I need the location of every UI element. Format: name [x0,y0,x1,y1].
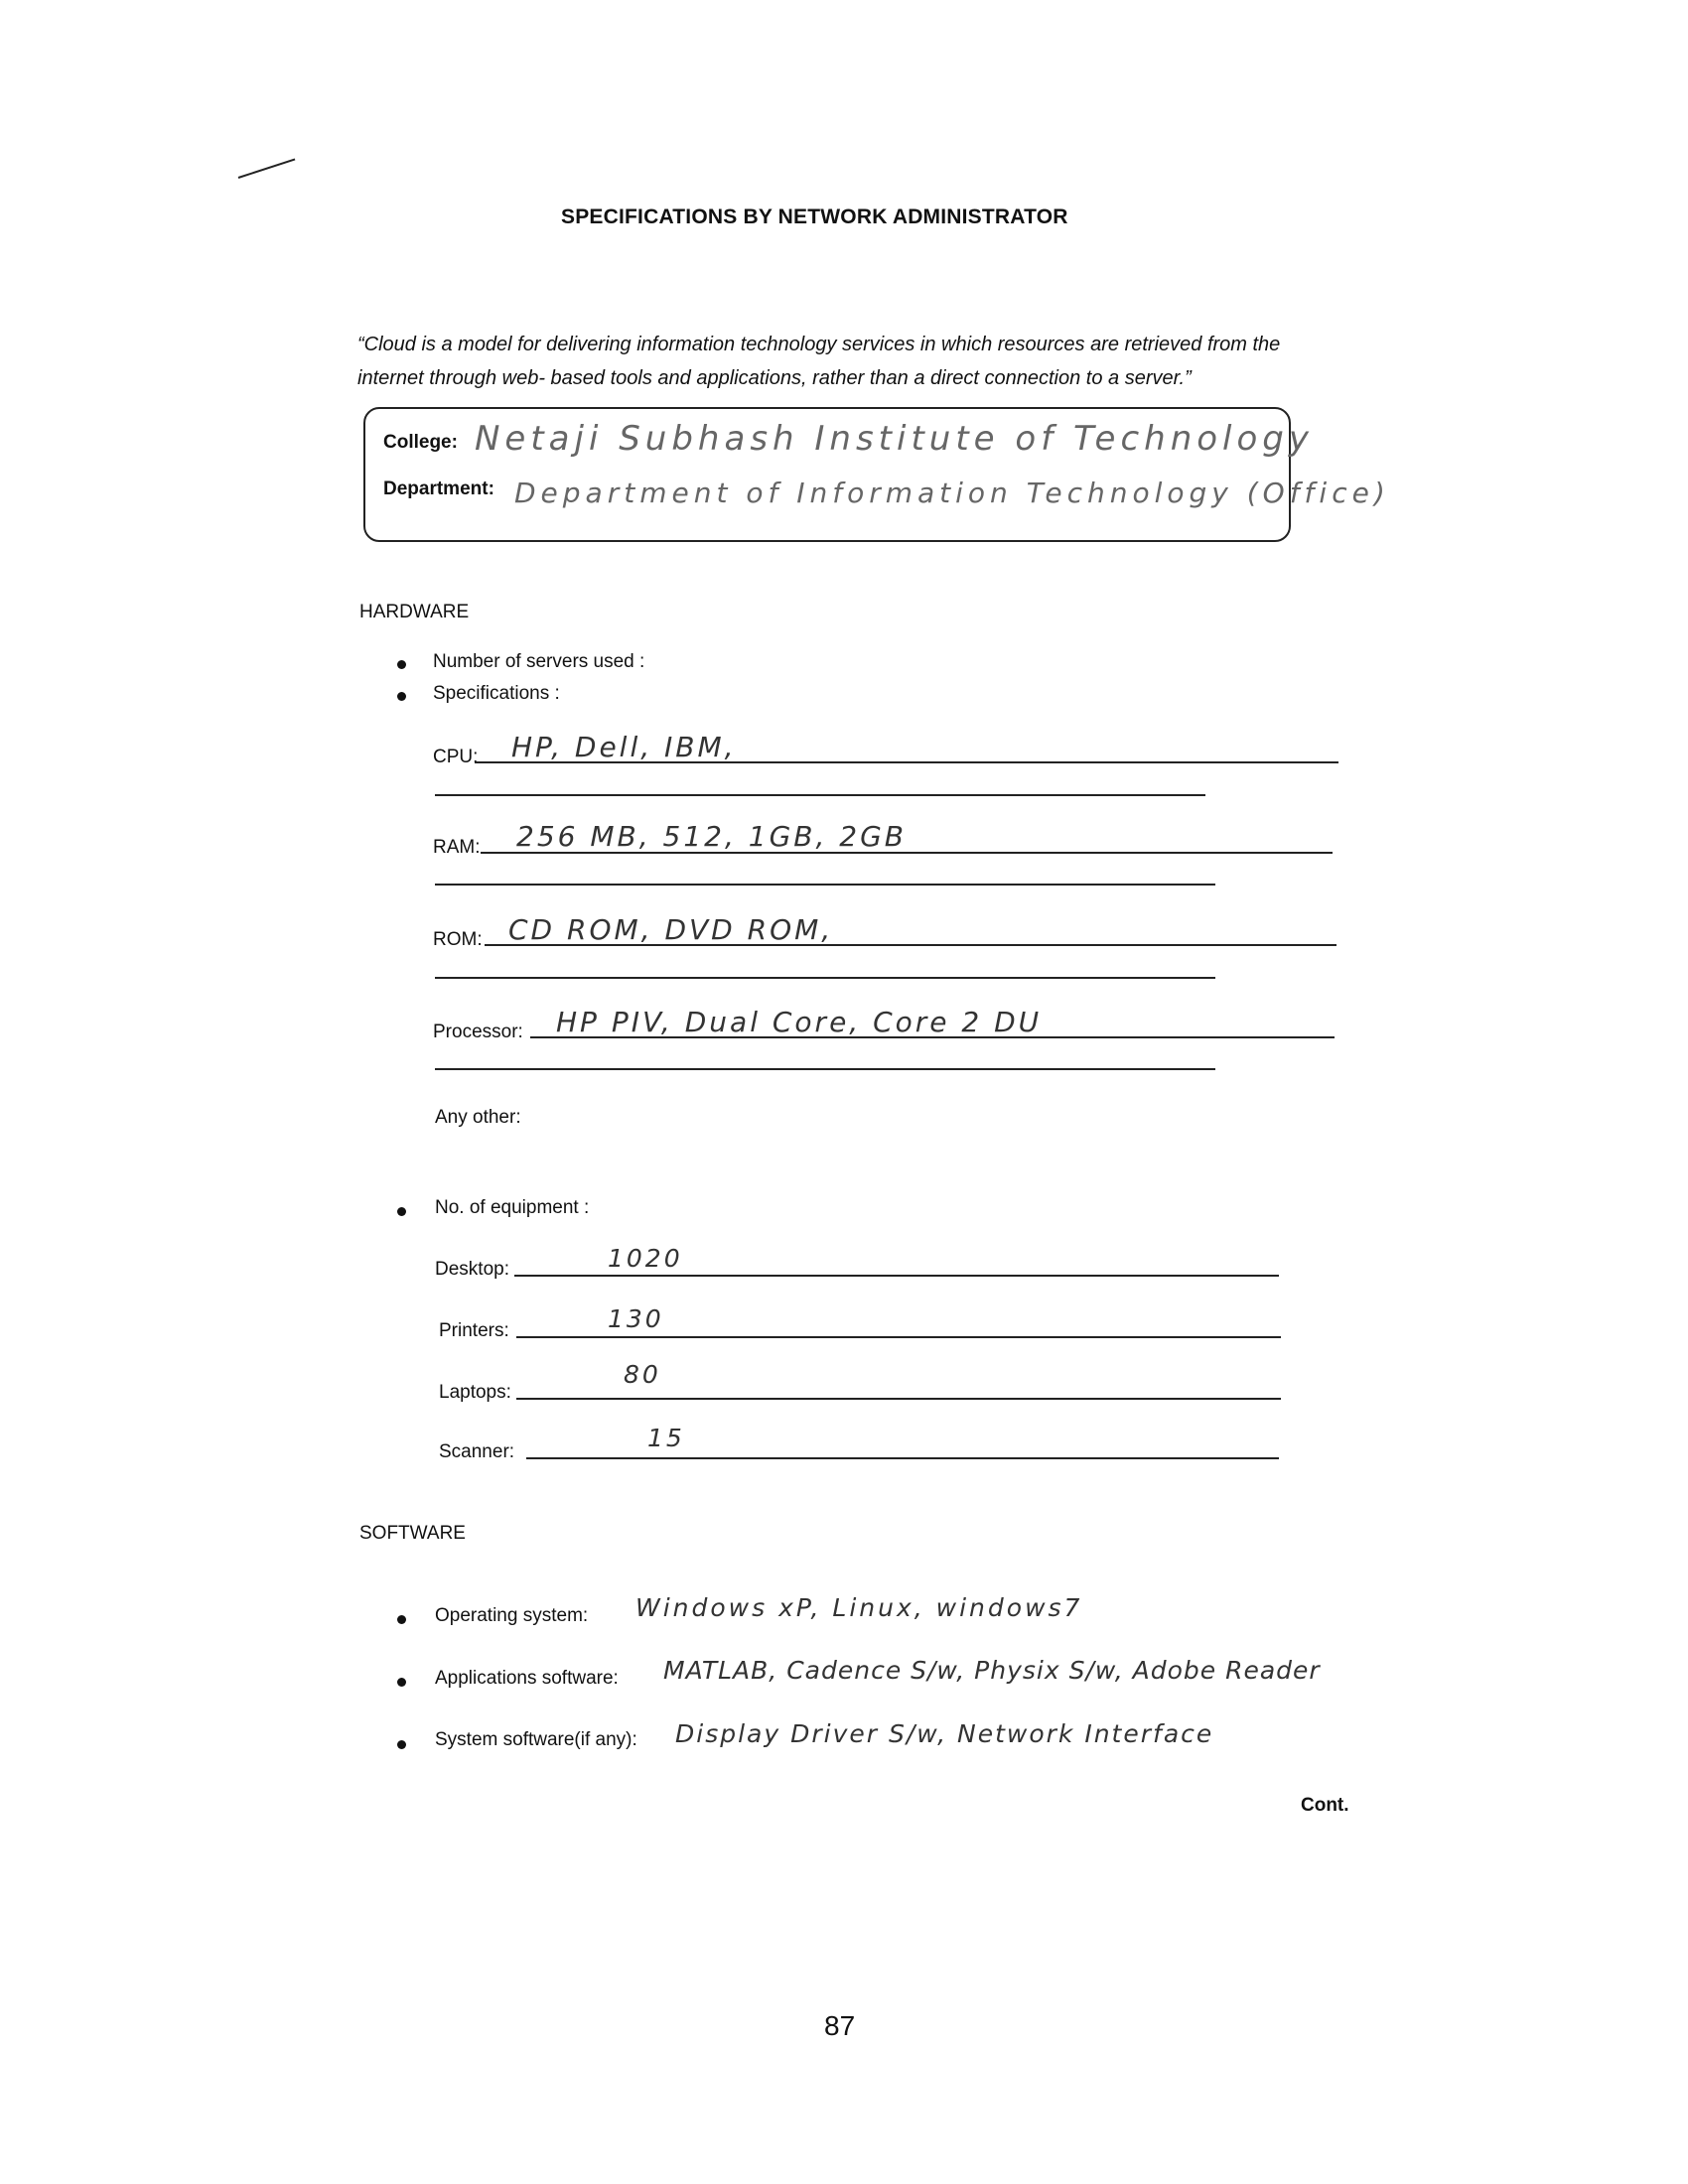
printers-line [516,1336,1281,1338]
scanner-line [526,1457,1279,1459]
apps-value: MATLAB, Cadence S/w, Physix S/w, Adobe Reader [663,1656,1321,1685]
cloud-quote: “Cloud is a model for delivering information technology services in which resources are retrieved from the internet through web- based tools and applications, rather than a direct connection to a server.” [357,334,1281,389]
bullet [397,1740,406,1749]
scanner-label: Scanner: [439,1441,515,1462]
page-title: SPECIFICATIONS BY NETWORK ADMINISTRATOR [561,205,1068,228]
bullet [397,692,406,701]
laptops-label: Laptops: [439,1382,511,1403]
rom-line-2 [435,977,1215,979]
bullet [397,1207,406,1216]
specs-label: Specifications : [433,683,560,704]
cpu-label: CPU: [433,747,479,767]
college-value: Netaji Subhash Institute of Technology [475,419,1314,459]
other-label: Any other: [435,1107,521,1128]
desktop-line [514,1275,1279,1277]
rom-label: ROM: [433,929,483,950]
os-value: Windows xP, Linux, windows7 [635,1593,1083,1622]
department-label: Department: [383,478,494,499]
bullet [397,1615,406,1624]
software-heading: SOFTWARE [359,1523,466,1544]
desktop-label: Desktop: [435,1259,509,1280]
ram-label: RAM: [433,837,481,858]
system-label: System software(if any): [435,1729,637,1750]
ram-line [481,852,1333,854]
processor-label: Processor: [433,1022,523,1042]
apps-label: Applications software: [435,1668,619,1689]
cpu-value: HP, Dell, IBM, [511,731,737,763]
college-label: College: [383,432,458,453]
rom-value: CD ROM, DVD ROM, [508,913,834,946]
equipment-label: No. of equipment : [435,1197,590,1218]
rom-line [485,944,1336,946]
printers-value: 130 [608,1304,664,1333]
cpu-line [475,761,1338,763]
hardware-heading: HARDWARE [359,602,470,622]
servers-label: Number of servers used : [433,651,645,672]
bullet [397,660,406,669]
desktop-value: 1020 [608,1244,683,1273]
continued-label: Cont. [1301,1795,1349,1816]
ram-value: 256 MB, 512, 1GB, 2GB [516,820,907,853]
processor-value: HP PIV, Dual Core, Core 2 DU [556,1006,1043,1038]
printers-label: Printers: [439,1320,509,1341]
os-label: Operating system: [435,1605,589,1626]
processor-line-2 [435,1068,1215,1070]
laptops-value: 80 [624,1360,661,1389]
scanner-value: 15 [647,1424,685,1452]
bullet [397,1678,406,1687]
pen-mark [238,159,296,179]
system-value: Display Driver S/w, Network Interface [675,1719,1214,1748]
processor-line [530,1036,1335,1038]
page-number: 87 [824,2010,856,2041]
department-value: Department of Information Technology (Office) [514,477,1390,509]
ram-line-2 [435,884,1215,886]
cpu-line-2 [435,794,1205,796]
laptops-line [516,1398,1281,1400]
